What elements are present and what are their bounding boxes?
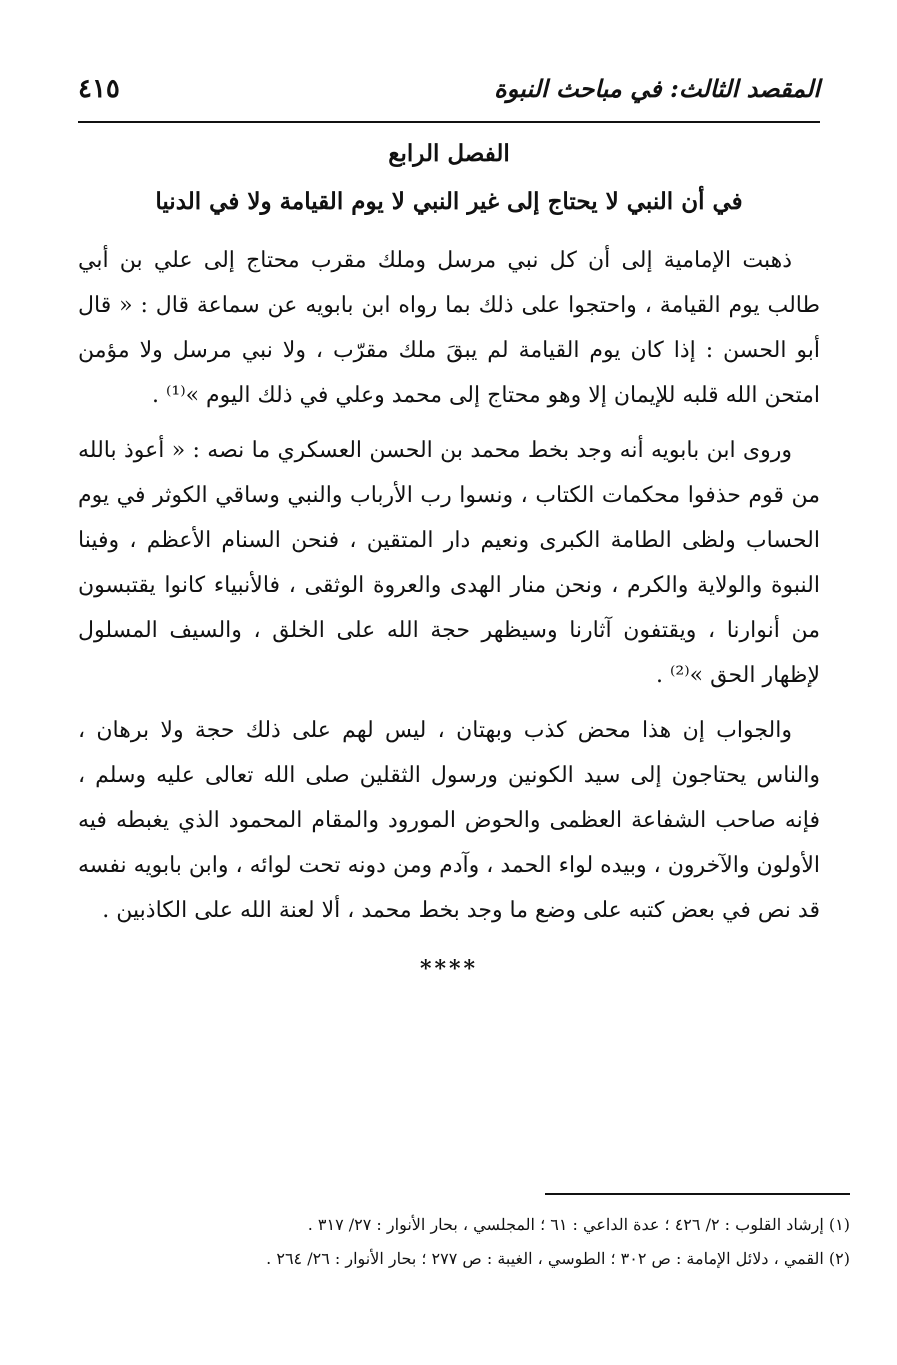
- footnotes: [78, 1208, 850, 1276]
- header-divider: [78, 121, 820, 123]
- chapter-title: الفصل الرابع: [388, 140, 510, 167]
- footnote-divider: [545, 1193, 850, 1195]
- running-header-title: المقصد الثالث: في مباحث النبوة: [494, 74, 820, 103]
- paragraph-2: وروى ابن بابويه أنه وجد بخط محمد بن الحسن العسكري ما نصه : « أعوذ بالله من قوم حذفوا محكمات الكتاب ، ونسوا رب الأرباب والنبي وساقي الكوثر في يوم الحساب ولظى الطامة الكبرى ونعيم دار المتقين ، فنحن السنام الأعظم ، وفينا النبوة والولاية والكرم ، ونحن منار الهدى والعروة الوثقى ، فالأنبياء كانوا يقتبسون من أنوارنا ، ويقتفون آثارنا وسيظهر حجة الله على الخلق ، والسيف المسلول لإظهار الحق »⁽²⁾ .: [78, 438, 820, 688]
- running-header: [78, 74, 820, 118]
- page-number: ٤١٥: [78, 74, 120, 104]
- paragraph-3: والجواب إن هذا محض كذب وبهتان ، ليس لهم على ذلك حجة ولا برهان ، والناس يحتاجون إلى سيد الكونين ورسول الثقلين صلى الله تعالى عليه وسلم ، فإنه صاحب الشفاعة العظمى والحوض المورود والمقام المحمود الذي يغبطه فيه الأولون والآخرون ، وبيده لواء الحمد ، وآدم ومن دونه تحت لوائه ، وابن بابويه نفسه قد نص في بعض كتبه على وضع ما وجد بخط محمد ، ألا لعنة الله على الكاذبين .: [78, 718, 820, 923]
- chapter-subtitle: في أن النبي لا يحتاج إلى غير النبي لا يوم القيامة ولا في الدنيا: [155, 188, 743, 215]
- footnote-2: (٢) القمي ، دلائل الإمامة : ص ٣٠٢ ؛ الطوسي ، الغيبة : ص ٢٧٧ ؛ بحار الأنوار : ٢٦/ ٢٦٤ .: [266, 1249, 850, 1268]
- paragraph-1: ذهبت الإمامية إلى أن كل نبي مرسل وملك مقرب محتاج إلى علي بن أبي طالب يوم القيامة ، واحتجوا على ذلك بما رواه ابن بابويه عن سماعة قال : « قال أبو الحسن : إذا كان يوم القيامة لم يبقَ ملك مقرّب ، ولا نبي مرسل ولا مؤمن امتحن الله قلبه للإيمان إلا وهو محتاج إلى محمد وعلي في ذلك اليوم »⁽¹⁾ .: [78, 248, 820, 408]
- footnote-1: (١) إرشاد القلوب : ٢/ ٤٢٦ ؛ عدة الداعي : ٦١ ؛ المجلسي ، بحار الأنوار : ٢٧/ ٣١٧ .: [307, 1215, 850, 1234]
- section-separator: ****: [419, 956, 479, 982]
- body-text: [78, 238, 820, 992]
